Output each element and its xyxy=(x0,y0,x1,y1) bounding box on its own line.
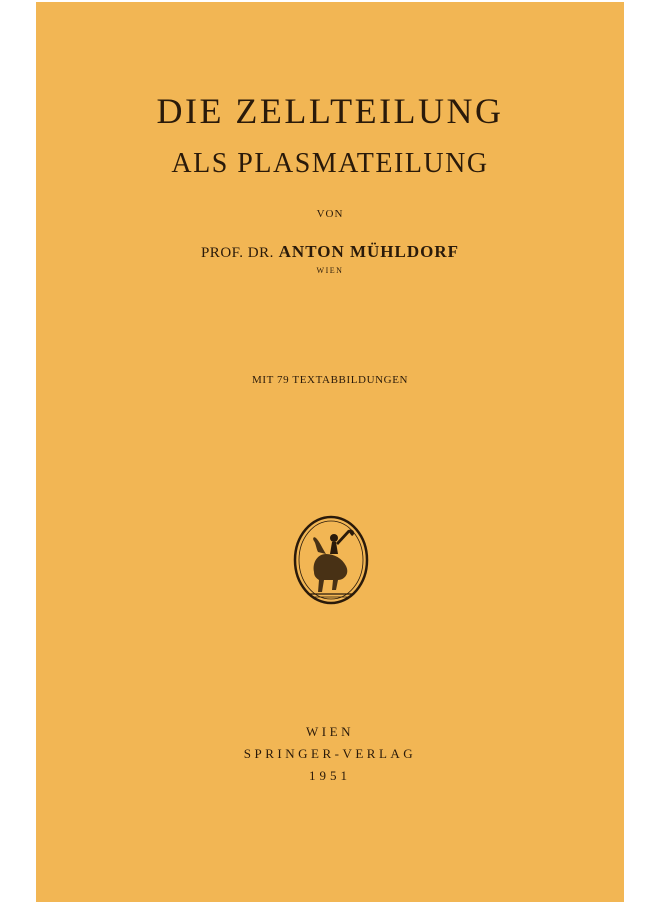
byline: VON xyxy=(316,208,344,220)
title-line-1: DIE ZELLTEILUNG xyxy=(156,91,504,131)
author-name: ANTON MÜHLDORF xyxy=(278,242,460,261)
publisher-city: WIEN xyxy=(306,724,354,739)
author-city: WIEN xyxy=(316,266,344,275)
title-line-2: ALS PLASMATEILUNG xyxy=(171,148,489,179)
publication-year: 1951 xyxy=(309,768,351,783)
author-prefix: PROF. DR. xyxy=(200,245,274,261)
springer-knight-emblem-icon xyxy=(292,514,370,606)
illustrations-note: MIT 79 TEXTABBILDUNGEN xyxy=(251,374,409,386)
publisher-name: SPRINGER-VERLAG xyxy=(243,746,417,761)
book-cover xyxy=(36,2,624,902)
author xyxy=(36,242,624,262)
